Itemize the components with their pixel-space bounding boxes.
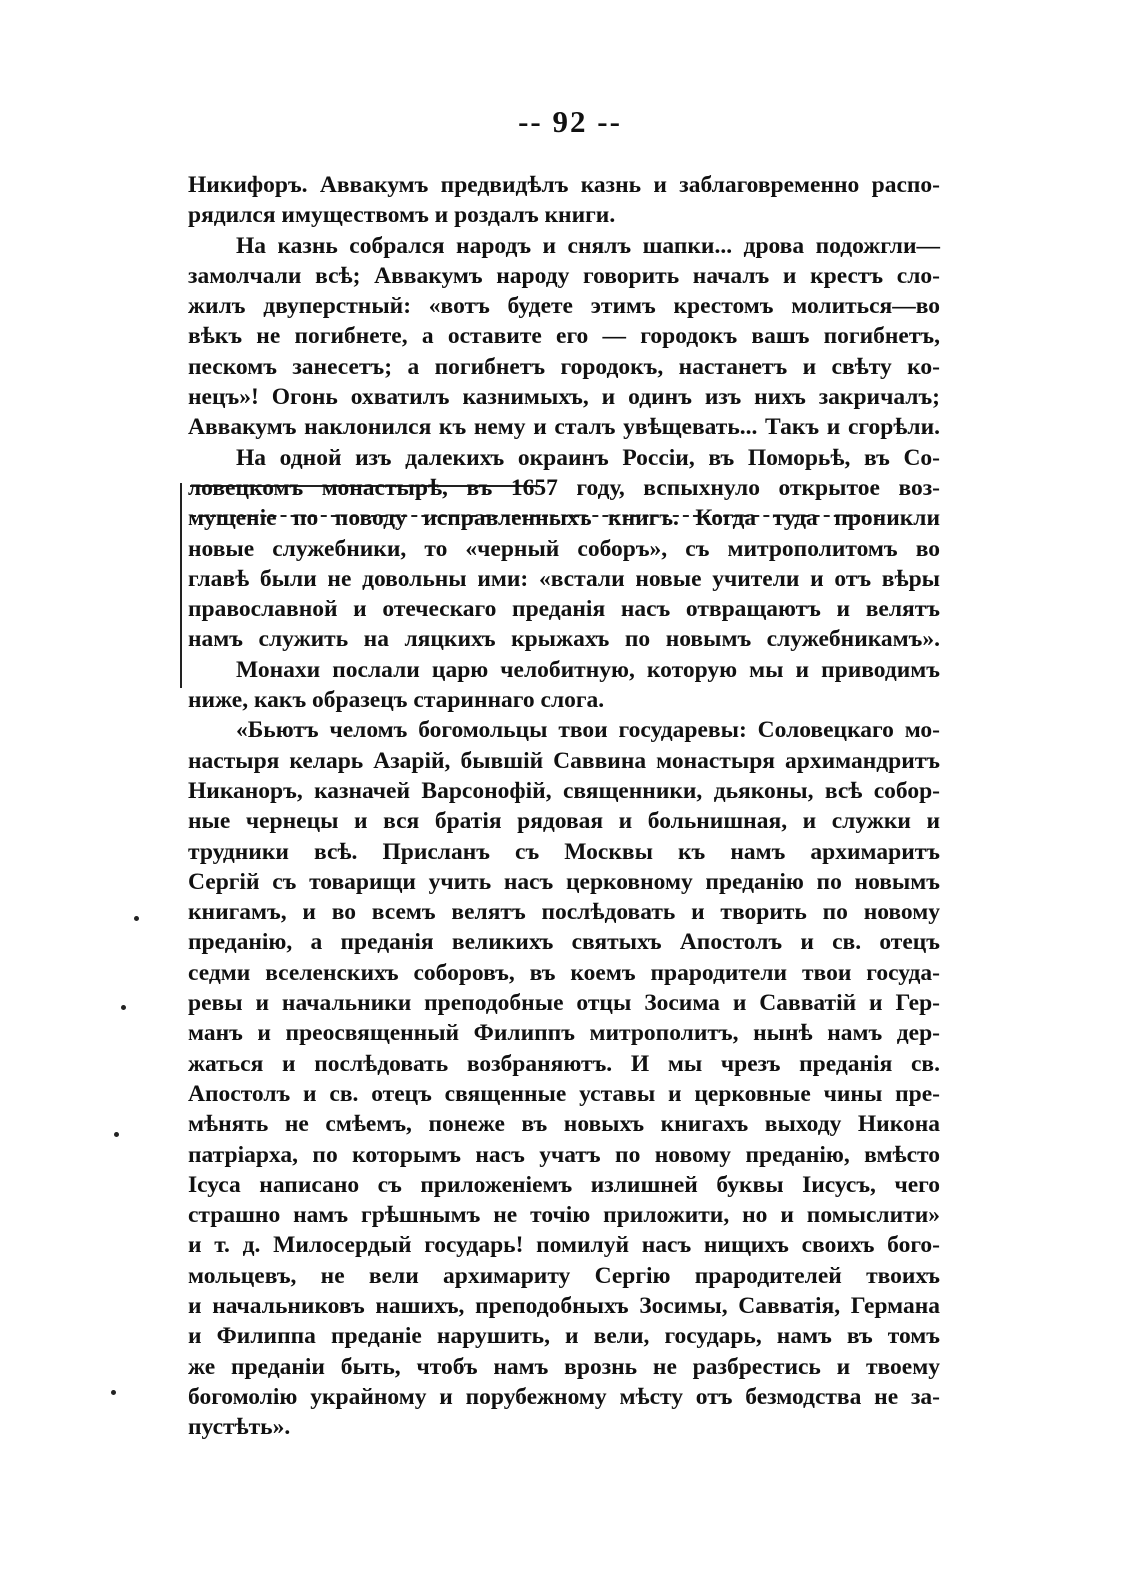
text-line: манъ и преосвященный Филиппъ митрополитъ, нынѣ намъ дер-	[188, 1020, 940, 1047]
text-line: Iсуса написано съ приложеніемъ излишней буквы Iисусъ, чего	[188, 1171, 940, 1198]
page-number: -- 92 --	[518, 104, 622, 139]
text-line: трудники всѣ. Присланъ съ Москвы къ намъ архимаритъ	[188, 838, 940, 865]
text-line: новые служебники, то «черный соборъ», съ митрополитомъ во	[188, 535, 940, 562]
text-line: пустѣть».	[188, 1414, 291, 1441]
text-line: ловецкомъ монастырѣ, въ 1657 году, вспыхнуло открытое воз-	[188, 474, 940, 501]
text-line: пескомъ занесетъ; а погибнетъ городокъ, настанетъ и свѣту ко-	[188, 353, 940, 380]
text-line: мѣнять не смѣемъ, понеже въ новыхъ книгахъ выходу Никона	[188, 1111, 940, 1138]
text-line: Никаноръ, казначей Варсонофій, священники, дьяконы, всѣ собор-	[188, 777, 940, 804]
text-line: На одной изъ далекихъ окраинъ Россіи, въ Поморьѣ, въ Со-	[236, 444, 940, 471]
text-line: ные чернецы и вся братія рядовая и больнишная, и служки и	[188, 808, 940, 835]
text-line: Монахи послали царю челобитную, которую мы и приводимъ	[236, 656, 940, 683]
text-line: Апостолъ и св. отецъ священные уставы и церковные чины пре-	[188, 1080, 940, 1107]
text-line: настыря келарь Азарій, бывшій Саввина монастыря архимандритъ	[188, 747, 940, 774]
text-line: главѣ были не довольны ими: «встали новые учители и отъ вѣры	[188, 565, 940, 592]
text-line: Сергій съ товарищи учить насъ церковному преданію по новымъ	[188, 868, 940, 895]
text-line: и начальниковъ нашихъ, преподобныхъ Зосимы, Савватія, Германа	[188, 1292, 940, 1319]
text-line: седми вселенскихъ соборовъ, въ коемъ прародители твои госуда-	[188, 959, 940, 986]
text-line: «Бьютъ челомъ богомольцы твои государевы: Соловецкаго мо-	[236, 717, 940, 744]
speck-mark	[111, 1390, 116, 1395]
text-line: Никифоръ. Аввакумъ предвидѣлъ казнь и заблаговременно распо-	[188, 172, 940, 198]
text-line: патріарха, по которымъ насъ учатъ по новому преданію, вмѣсто	[188, 1141, 940, 1168]
text-line: вѣкъ не погибнете, а оставите его — городокъ вашъ погибнетъ,	[188, 323, 940, 350]
text-line: замолчали всѣ; Аввакумъ народу говорить началъ и крестъ сло-	[188, 262, 940, 289]
text-line: мущеніе по поводу исправленныхъ книгъ. Когда туда проникли	[188, 505, 940, 532]
text-line: ниже, какъ образецъ стариннаго слога.	[188, 687, 605, 714]
text-line: мольцевъ, не вели архимариту Сергію прародителей твоихъ	[188, 1262, 940, 1289]
text-line: богомолію украйному и порубежному мѣсту отъ безмодства не за-	[188, 1383, 940, 1410]
speck-mark	[114, 1132, 119, 1137]
text-line: жаться и послѣдовать возбраняютъ. И мы чрезъ преданія св.	[188, 1050, 940, 1077]
text-line: Аввакумъ наклонился къ нему и сталъ увѣщевать... Такъ и сгорѣли.	[188, 414, 940, 441]
text-line: и т. д. Милосердый государь! помилуй насъ нищихъ своихъ бого-	[188, 1232, 940, 1259]
body-text	[188, 170, 940, 1442]
text-line: же преданіи быть, чтобъ намъ врознь не разбрестись и твоему	[188, 1353, 940, 1380]
text-line: На казнь собрался народъ и снялъ шапки... дрова подожгли—	[236, 232, 940, 259]
text-line: ревы и начальники преподобные отцы Зосима и Савватій и Гер-	[188, 990, 940, 1017]
text-line: книгамъ, и во всемъ велятъ послѣдовать и творить по новому	[188, 899, 940, 926]
speck-mark	[121, 1005, 126, 1010]
text-line: страшно намъ грѣшнымъ не точію приложити, но и помыслити»	[188, 1202, 940, 1229]
text-line: православной и отеческаго преданія насъ отвращаютъ и велятъ	[188, 596, 940, 623]
text-line: преданію, а преданія великихъ святыхъ Апостолъ и св. отецъ	[188, 929, 940, 956]
text-line: рядился имуществомъ и роздалъ книги.	[188, 202, 616, 229]
text-line: намъ служить на ляцкихъ крыжахъ по новымъ служебникамъ».	[188, 626, 940, 653]
text-line: нецъ»! Огонь охватилъ казнимыхъ, и одинъ изъ нихъ закричалъ;	[188, 384, 940, 411]
text-line: и Филиппа преданіе нарушить, и вели, государь, намъ въ томъ	[188, 1323, 940, 1350]
text-line: жилъ двуперстный: «вотъ будете этимъ крестомъ молиться—во	[188, 293, 940, 320]
speck-mark	[134, 916, 139, 921]
